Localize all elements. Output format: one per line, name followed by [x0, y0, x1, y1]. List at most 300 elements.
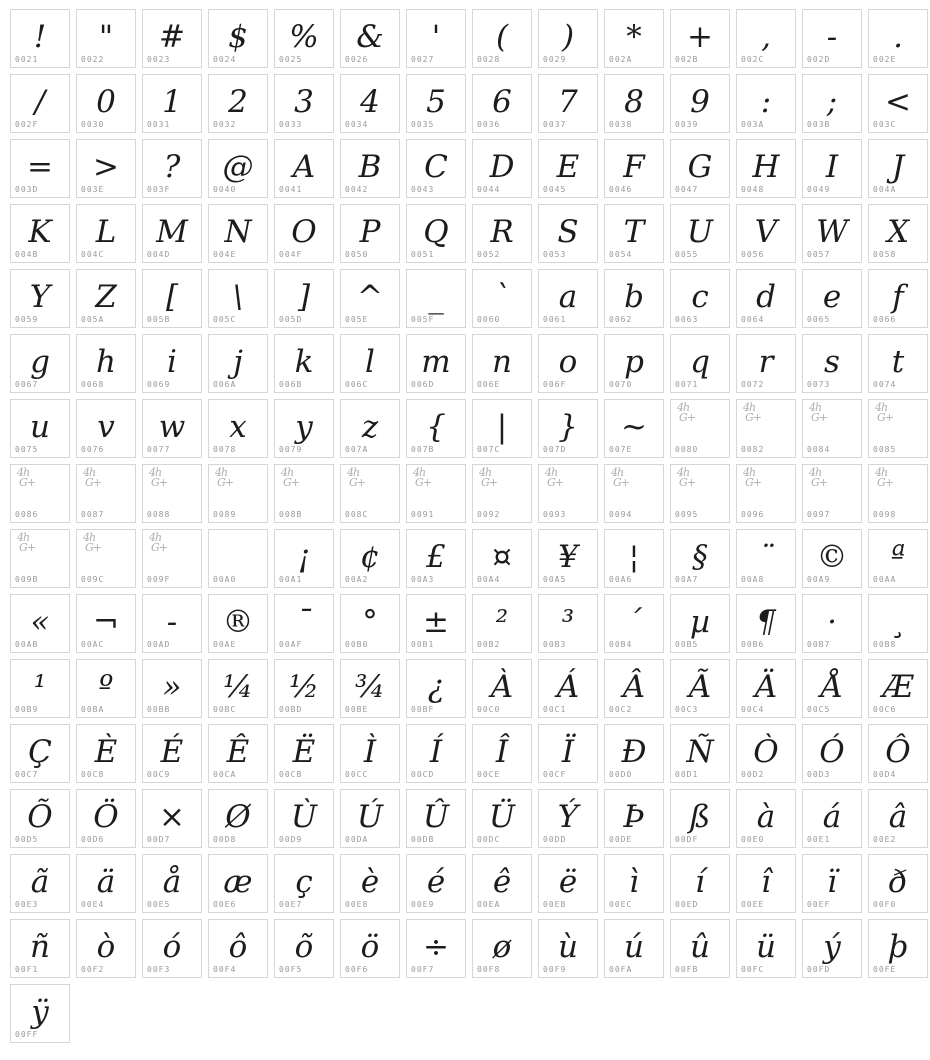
glyph-cell: [406, 334, 466, 393]
codepoint-label: 00AA: [873, 575, 897, 584]
glyph-character: ¥: [558, 539, 578, 575]
glyph-character: j: [233, 344, 243, 380]
missing-glyph-icon: 4h G+: [743, 401, 762, 424]
glyph-cell: [868, 334, 928, 393]
glyph-character: ü: [756, 929, 776, 965]
glyph-cell: [208, 139, 268, 198]
glyph-character: ): [561, 19, 575, 55]
glyph-character: ¾: [354, 669, 386, 705]
glyph-cell: [208, 204, 268, 263]
glyph-cell: [142, 139, 202, 198]
glyph-cell: [340, 139, 400, 198]
codepoint-label: 00E6: [213, 900, 237, 909]
codepoint-label: 0068: [81, 380, 105, 389]
glyph-cell: [802, 334, 862, 393]
codepoint-label: 00A8: [741, 575, 765, 584]
codepoint-label: 0041: [279, 185, 303, 194]
codepoint-label: 0042: [345, 185, 369, 194]
glyph-character: Ó: [819, 734, 845, 770]
codepoint-label: 00B3: [543, 640, 567, 649]
glyph-cell: [604, 269, 664, 328]
glyph-cell: [142, 204, 202, 263]
codepoint-label: 00BC: [213, 705, 237, 714]
glyph-cell: [208, 9, 268, 68]
glyph-character: Æ: [882, 669, 914, 705]
glyph-cell: [208, 919, 268, 978]
glyph-character: J: [891, 149, 905, 185]
glyph-character: ?: [163, 149, 181, 185]
glyph-cell: [670, 9, 730, 68]
glyph-character: d: [756, 279, 776, 315]
codepoint-label: 007A: [345, 445, 369, 454]
glyph-cell: [604, 399, 664, 458]
glyph-character: @: [222, 149, 254, 185]
codepoint-label: 003B: [807, 120, 831, 129]
glyph-cell: [76, 464, 136, 523]
glyph-cell: [802, 594, 862, 653]
codepoint-label: 00B4: [609, 640, 633, 649]
codepoint-label: 00D6: [81, 835, 105, 844]
glyph-cell: [604, 464, 664, 523]
glyph-cell: [406, 529, 466, 588]
missing-glyph-icon: 4h G+: [545, 466, 564, 489]
glyph-character: þ: [888, 929, 908, 965]
glyph-character: ð: [888, 864, 908, 900]
glyph-character: Ö: [93, 799, 119, 835]
codepoint-label: 003F: [147, 185, 171, 194]
codepoint-label: 0069: [147, 380, 171, 389]
glyph-character: M: [156, 214, 188, 250]
codepoint-label: 00D9: [279, 835, 303, 844]
glyph-cell: [142, 789, 202, 848]
glyph-cell: [142, 334, 202, 393]
glyph-cell: [274, 9, 334, 68]
glyph-cell: [274, 204, 334, 263]
glyph-character: y: [295, 409, 313, 445]
glyph-cell: [472, 399, 532, 458]
glyph-character: <: [885, 84, 911, 120]
glyph-character: Ê: [226, 734, 250, 770]
glyph-character: (: [495, 19, 509, 55]
glyph-cell: [76, 399, 136, 458]
codepoint-label: 003D: [15, 185, 39, 194]
codepoint-label: 00A2: [345, 575, 369, 584]
codepoint-label: 0047: [675, 185, 699, 194]
glyph-cell: [142, 529, 202, 588]
codepoint-label: 00BF: [411, 705, 435, 714]
glyph-cell: [538, 269, 598, 328]
glyph-character: ©: [816, 539, 848, 575]
missing-glyph-icon: 4h G+: [875, 466, 894, 489]
glyph-cell: [10, 919, 70, 978]
glyph-cell: [472, 529, 532, 588]
glyph-cell: [340, 269, 400, 328]
glyph-cell: [538, 919, 598, 978]
codepoint-label: 0088: [147, 510, 171, 519]
codepoint-label: 0061: [543, 315, 567, 324]
glyph-character: N: [224, 214, 252, 250]
glyph-character: v: [97, 409, 115, 445]
codepoint-label: 00C9: [147, 770, 171, 779]
glyph-character: ¦: [628, 539, 640, 575]
glyph-character: ~: [621, 409, 647, 445]
glyph-character: x: [229, 409, 247, 445]
codepoint-label: 0098: [873, 510, 897, 519]
codepoint-label: 0095: [675, 510, 699, 519]
glyph-cell: [802, 9, 862, 68]
glyph-cell: [538, 529, 598, 588]
glyph-cell: [10, 399, 70, 458]
codepoint-label: 00F5: [279, 965, 303, 974]
glyph-character: õ: [294, 929, 314, 965]
glyph-character: ;: [826, 84, 838, 120]
codepoint-label: 0023: [147, 55, 171, 64]
glyph-character: ¹: [33, 669, 47, 705]
glyph-character: +: [687, 19, 713, 55]
glyph-character: ´: [626, 604, 642, 640]
codepoint-label: 005F: [411, 315, 435, 324]
glyph-character: è: [360, 864, 380, 900]
glyph-character: l: [365, 344, 375, 380]
glyph-cell: [868, 789, 928, 848]
codepoint-label: 006D: [411, 380, 435, 389]
glyph-cell: [340, 399, 400, 458]
codepoint-label: 0030: [81, 120, 105, 129]
codepoint-label: 0055: [675, 250, 699, 259]
glyph-cell: [802, 464, 862, 523]
codepoint-label: 00AE: [213, 640, 237, 649]
codepoint-label: 003E: [81, 185, 105, 194]
codepoint-label: 00BD: [279, 705, 303, 714]
glyph-cell: [868, 74, 928, 133]
glyph-cell: [670, 919, 730, 978]
missing-glyph-icon: 4h G+: [215, 466, 234, 489]
glyph-character: f: [892, 279, 904, 315]
glyph-character: X: [886, 214, 910, 250]
glyph-character: ó: [162, 929, 182, 965]
glyph-cell: [472, 139, 532, 198]
glyph-character: Ù: [290, 799, 318, 835]
glyph-character: ÷: [423, 929, 449, 965]
codepoint-label: 005C: [213, 315, 237, 324]
glyph-character: 0: [96, 84, 116, 120]
codepoint-label: 0056: [741, 250, 765, 259]
glyph-cell: [802, 139, 862, 198]
codepoint-label: 00F1: [15, 965, 39, 974]
glyph-character: 5: [426, 84, 446, 120]
codepoint-label: 009F: [147, 575, 171, 584]
glyph-character: ë: [558, 864, 578, 900]
glyph-character: §: [692, 539, 708, 575]
codepoint-label: 0026: [345, 55, 369, 64]
codepoint-label: 00FE: [873, 965, 897, 974]
codepoint-label: 0079: [279, 445, 303, 454]
glyph-character: 7: [558, 84, 578, 120]
glyph-character: *: [626, 19, 642, 55]
glyph-cell: [340, 919, 400, 978]
glyph-character: 4: [360, 84, 380, 120]
codepoint-label: 00AD: [147, 640, 171, 649]
glyph-cell: [538, 724, 598, 783]
codepoint-label: 00A4: [477, 575, 501, 584]
glyph-character: m: [421, 344, 451, 380]
codepoint-label: 0025: [279, 55, 303, 64]
glyph-cell: [274, 139, 334, 198]
codepoint-label: 002B: [675, 55, 699, 64]
glyph-cell: [802, 529, 862, 588]
glyph-cell: [142, 854, 202, 913]
glyph-cell: [736, 789, 796, 848]
glyph-cell: [538, 334, 598, 393]
codepoint-label: 00D5: [15, 835, 39, 844]
codepoint-label: 00EB: [543, 900, 567, 909]
glyph-cell: [604, 724, 664, 783]
codepoint-label: 00C4: [741, 705, 765, 714]
glyph-character: ^: [357, 279, 383, 315]
codepoint-label: 00B1: [411, 640, 435, 649]
glyph-cell: [736, 399, 796, 458]
codepoint-label: 0074: [873, 380, 897, 389]
codepoint-label: 00E8: [345, 900, 369, 909]
glyph-cell: [340, 789, 400, 848]
codepoint-label: 0066: [873, 315, 897, 324]
codepoint-label: 00AF: [279, 640, 303, 649]
codepoint-label: 00D3: [807, 770, 831, 779]
glyph-character: ]: [297, 279, 311, 315]
glyph-character: ¬: [93, 604, 119, 640]
codepoint-label: 00F9: [543, 965, 567, 974]
glyph-character: ê: [492, 864, 512, 900]
glyph-cell: [406, 919, 466, 978]
glyph-cell: [670, 269, 730, 328]
codepoint-label: 00CD: [411, 770, 435, 779]
codepoint-label: 009B: [15, 575, 39, 584]
glyph-character: {: [426, 409, 446, 445]
glyph-cell: [670, 139, 730, 198]
glyph-cell: [472, 659, 532, 718]
glyph-character: \: [232, 279, 244, 315]
glyph-character: P: [359, 214, 381, 250]
glyph-cell: [208, 724, 268, 783]
glyph-character: ø: [492, 929, 512, 965]
glyph-cell: [274, 74, 334, 133]
glyph-cell: [472, 269, 532, 328]
glyph-character: ×: [159, 799, 185, 835]
glyph-cell: [802, 269, 862, 328]
glyph-character: c: [691, 279, 709, 315]
codepoint-label: 0084: [807, 445, 831, 454]
glyph-character: 1: [162, 84, 182, 120]
glyph-cell: [736, 854, 796, 913]
codepoint-label: 006B: [279, 380, 303, 389]
glyph-cell: [340, 659, 400, 718]
missing-glyph-icon: 4h G+: [677, 401, 696, 424]
glyph-character: p: [624, 344, 644, 380]
glyph-character: W: [816, 214, 848, 250]
codepoint-label: 00F3: [147, 965, 171, 974]
glyph-character: u: [30, 409, 50, 445]
glyph-character: n: [492, 344, 512, 380]
codepoint-label: 0091: [411, 510, 435, 519]
glyph-cell: [10, 464, 70, 523]
codepoint-label: 00E7: [279, 900, 303, 909]
glyph-character: R: [490, 214, 514, 250]
codepoint-label: 00A5: [543, 575, 567, 584]
glyph-character: a: [558, 279, 578, 315]
glyph-character: 9: [690, 84, 710, 120]
codepoint-label: 00A0: [213, 575, 237, 584]
glyph-cell: [76, 74, 136, 133]
glyph-cell: [208, 464, 268, 523]
codepoint-label: 0054: [609, 250, 633, 259]
glyph-character: `: [494, 279, 510, 315]
codepoint-label: 007C: [477, 445, 501, 454]
glyph-cell: [274, 789, 334, 848]
glyph-cell: [142, 269, 202, 328]
glyph-character: ±: [423, 604, 449, 640]
glyph-character: q: [690, 344, 710, 380]
glyph-character: ÿ: [31, 994, 49, 1030]
codepoint-label: 0086: [15, 510, 39, 519]
glyph-character: ²: [495, 604, 509, 640]
glyph-character: s: [824, 344, 840, 380]
glyph-cell: [10, 74, 70, 133]
glyph-character: â: [888, 799, 908, 835]
glyph-character: ': [431, 19, 441, 55]
glyph-cell: [736, 269, 796, 328]
glyph-character: ¼: [222, 669, 254, 705]
glyph-cell: [340, 74, 400, 133]
codepoint-label: 00C7: [15, 770, 39, 779]
missing-glyph-icon: 4h G+: [149, 466, 168, 489]
codepoint-label: 0040: [213, 185, 237, 194]
glyph-character: #: [159, 19, 185, 55]
glyph-character: Â: [622, 669, 646, 705]
glyph-character: B: [358, 149, 382, 185]
glyph-cell: [670, 659, 730, 718]
glyph-cell: [736, 9, 796, 68]
glyph-character: ï: [827, 864, 837, 900]
glyph-character: Ø: [225, 799, 251, 835]
codepoint-label: 00B5: [675, 640, 699, 649]
glyph-cell: [142, 724, 202, 783]
glyph-character: ¡: [297, 539, 311, 575]
codepoint-label: 0043: [411, 185, 435, 194]
glyph-cell: [274, 854, 334, 913]
codepoint-label: 00B0: [345, 640, 369, 649]
codepoint-label: 0033: [279, 120, 303, 129]
glyph-cell: [670, 399, 730, 458]
codepoint-label: 0080: [675, 445, 699, 454]
codepoint-label: 004E: [213, 250, 237, 259]
glyph-character: L: [95, 214, 117, 250]
glyph-cell: [736, 659, 796, 718]
glyph-cell: [604, 204, 664, 263]
codepoint-label: 00BA: [81, 705, 105, 714]
glyph-character: Á: [556, 669, 580, 705]
glyph-character: ç: [295, 864, 313, 900]
glyph-character: 2: [228, 84, 248, 120]
codepoint-label: 0046: [609, 185, 633, 194]
codepoint-label: 0045: [543, 185, 567, 194]
codepoint-label: 00F6: [345, 965, 369, 974]
codepoint-label: 00A7: [675, 575, 699, 584]
codepoint-label: 0085: [873, 445, 897, 454]
glyph-cell: [10, 529, 70, 588]
glyph-character: û: [690, 929, 710, 965]
codepoint-label: 0078: [213, 445, 237, 454]
glyph-cell: [604, 854, 664, 913]
glyph-character: F: [623, 149, 645, 185]
glyph-character: Q: [423, 214, 449, 250]
codepoint-label: 00CC: [345, 770, 369, 779]
glyph-character: I: [825, 149, 839, 185]
codepoint-label: 00DF: [675, 835, 699, 844]
glyph-cell: [274, 529, 334, 588]
codepoint-label: 00A1: [279, 575, 303, 584]
glyph-cell: [538, 659, 598, 718]
glyph-cell: [208, 399, 268, 458]
glyph-cell: [10, 594, 70, 653]
missing-glyph-icon: 4h G+: [875, 401, 894, 424]
glyph-character: ý: [823, 929, 841, 965]
codepoint-label: 0067: [15, 380, 39, 389]
glyph-character: _: [428, 279, 444, 315]
glyph-cell: [406, 594, 466, 653]
codepoint-label: 00F0: [873, 900, 897, 909]
glyph-character: é: [426, 864, 446, 900]
glyph-cell: [538, 789, 598, 848]
glyph-character: Ô: [885, 734, 911, 770]
codepoint-label: 00B6: [741, 640, 765, 649]
codepoint-label: 00FC: [741, 965, 765, 974]
glyph-cell: [76, 204, 136, 263]
glyph-cell: [604, 789, 664, 848]
glyph-cell: [472, 334, 532, 393]
glyph-cell: [670, 529, 730, 588]
missing-glyph-icon: 4h G+: [149, 531, 168, 554]
glyph-character: T: [623, 214, 645, 250]
glyph-character: £: [426, 539, 446, 575]
glyph-cell: [406, 464, 466, 523]
codepoint-label: 0094: [609, 510, 633, 519]
codepoint-label: 0064: [741, 315, 765, 324]
glyph-character: ö: [360, 929, 380, 965]
glyph-cell: [340, 9, 400, 68]
glyph-cell: [868, 919, 928, 978]
glyph-character: g: [30, 344, 50, 380]
glyph-cell: [142, 919, 202, 978]
glyph-cell: [670, 464, 730, 523]
glyph-cell: [736, 334, 796, 393]
codepoint-label: 0071: [675, 380, 699, 389]
codepoint-label: 00B9: [15, 705, 39, 714]
codepoint-label: 006F: [543, 380, 567, 389]
glyph-character: Ë: [292, 734, 316, 770]
glyph-character: S: [557, 214, 579, 250]
codepoint-label: 00E3: [15, 900, 39, 909]
glyph-character: o: [558, 344, 578, 380]
glyph-cell: [472, 724, 532, 783]
glyph-cell: [406, 204, 466, 263]
codepoint-label: 00EF: [807, 900, 831, 909]
glyph-cell: [472, 919, 532, 978]
missing-glyph-icon: 4h G+: [479, 466, 498, 489]
glyph-character: w: [158, 409, 186, 445]
missing-glyph-icon: 4h G+: [17, 531, 36, 554]
codepoint-label: 00C1: [543, 705, 567, 714]
glyph-character: ¯: [296, 604, 312, 640]
